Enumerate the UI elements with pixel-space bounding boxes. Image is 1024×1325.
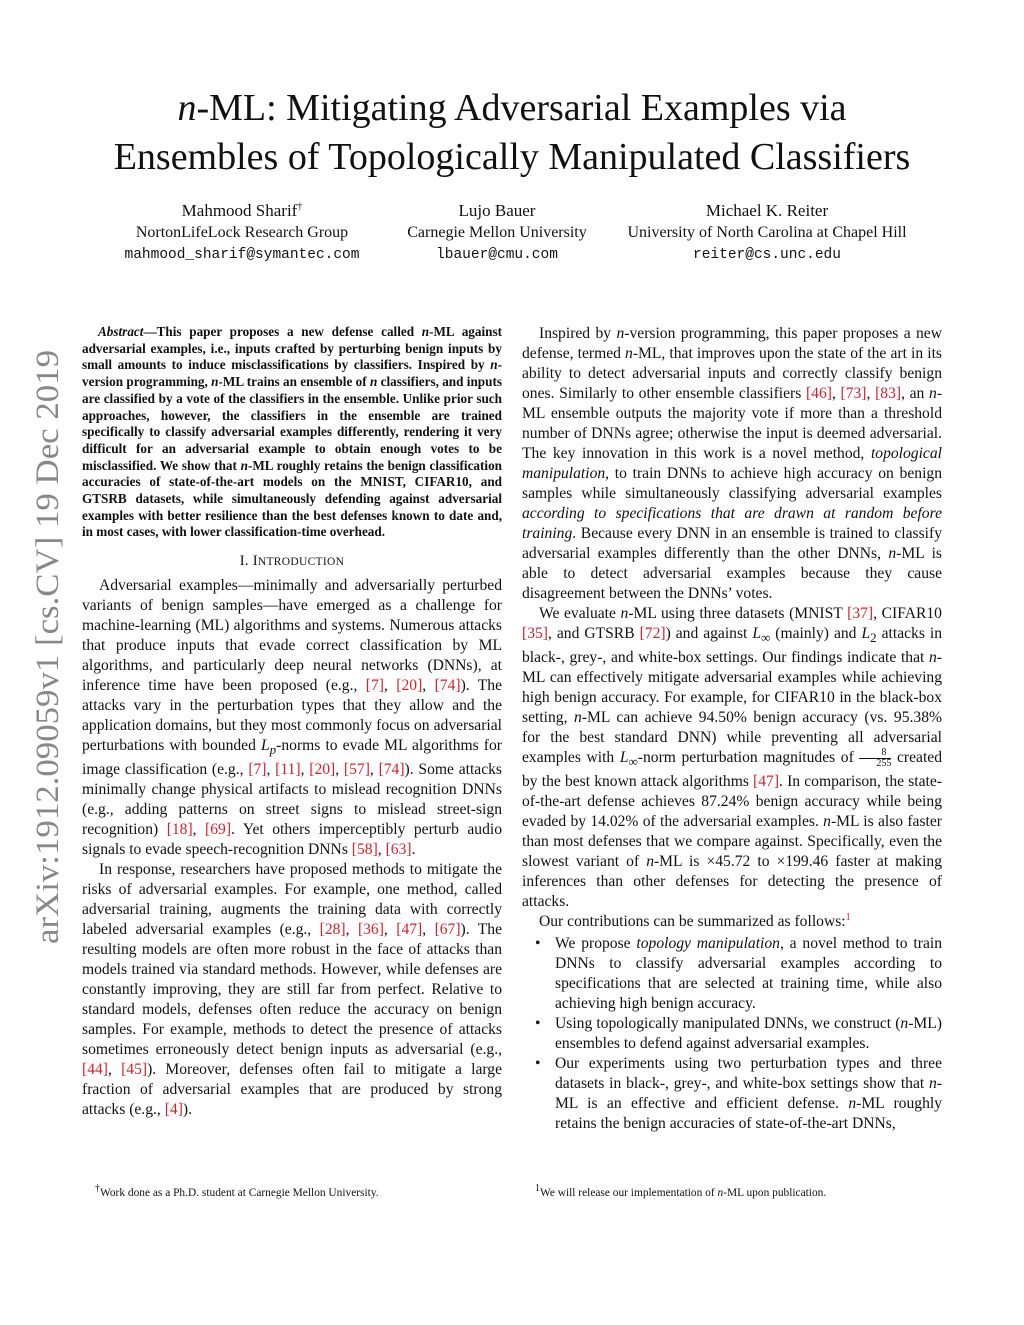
emphasis: topological manipulation (522, 445, 942, 482)
arxiv-stamp-svg (14, 350, 74, 944)
text: . Because every DNN in an ensemble is trained to classify adversarial examples differently than the other DNNs, (522, 525, 942, 562)
text: , (383, 677, 397, 695)
citation-link[interactable]: [36] (357, 921, 384, 939)
citation-link[interactable]: [4] (164, 1101, 183, 1119)
abstract-text: -ML roughly retains the benign classification accuracies of state-of-the-art models on the MNIST, CIFAR10, and GTSRB datasets, while simultaneously defending against adversarial examples with better resilience than the best defenses known to date and, in most cases, with lower classification-time overhead. (82, 457, 503, 540)
text: Our contributions can be summarized as follows: (539, 913, 846, 931)
math-sub: ∞ (628, 754, 638, 770)
text: , a novel method to train DNNs to classify adversarial examples according to specifications that are selected at training time, while also achieving high benign accuracy. (555, 935, 943, 1013)
text: ). Some attacks minimally change physical artifacts to mislead recognition DNNs (e.g., adding patterns on street signs to mislead street-sign recognition) (82, 761, 502, 839)
title-line-2: Ensembles of Topologically Manipulated Classifiers (113, 136, 911, 178)
text: , (422, 677, 435, 695)
citation-link[interactable]: [58] (351, 841, 378, 859)
text: , (335, 761, 344, 779)
text: , (107, 1061, 122, 1079)
math-n: n (848, 1095, 857, 1113)
math-n: n (369, 374, 378, 390)
math-n: n (929, 385, 937, 402)
author-email[interactable]: lbauer@cmu.com (436, 247, 558, 263)
citation-link[interactable]: [45] (121, 1061, 148, 1079)
math-sub: 2 (870, 630, 877, 646)
abstract (82, 324, 502, 541)
text: , and GTSRB (547, 625, 640, 642)
math-n: n (823, 813, 831, 831)
list-item (522, 1054, 942, 1134)
list-item (522, 934, 942, 1014)
author-affiliation: Carnegie Mellon University (407, 224, 587, 241)
text: We evaluate (539, 605, 621, 622)
citation-link[interactable]: [44] (82, 1061, 108, 1079)
citation-link[interactable]: [7] (365, 677, 384, 695)
abstract-text: -version programming, (82, 357, 502, 390)
citation-link[interactable]: [74] (434, 677, 461, 695)
text: , (192, 821, 206, 839)
author-name: Michael K. Reiter (705, 201, 829, 220)
math-sub: ∞ (761, 630, 771, 646)
text: ). The attacks vary in the perturbation types that they allow and the application domains, but they most commonly focus on adversarial perturbations with bounded (82, 677, 503, 755)
citation-link[interactable]: [20] (396, 677, 423, 695)
math-n: n (211, 374, 219, 390)
text: , to train DNNs to achieve high accuracy on benign samples while simultaneously classifying adversarial examples (522, 465, 942, 502)
math-n: n (646, 853, 654, 871)
text: , (866, 385, 876, 402)
right-paragraph-2 (522, 604, 942, 912)
citation-link[interactable]: [83] (875, 385, 902, 402)
math-n: n (625, 345, 633, 362)
text: , (383, 921, 397, 939)
citation-link[interactable]: [73] (840, 385, 867, 402)
text: attacks in black-, grey-, and white-box settings. Our findings indicate that (522, 625, 943, 667)
footnote-link[interactable]: 1 (845, 912, 851, 924)
math-n: n (929, 1075, 937, 1093)
footnote-right (535, 1183, 827, 1200)
text: , (377, 841, 386, 859)
text: -ML) ensembles to defend against adversarial examples. (555, 1015, 942, 1053)
math-L: L (619, 749, 629, 767)
footnote-text: -ML upon publication. (723, 1187, 827, 1199)
emphasis: topology manipulation (636, 935, 780, 953)
text: ). (182, 1101, 192, 1119)
text: Using topologically manipulated DNNs, we construct ( (555, 1015, 901, 1033)
math-L: L (752, 625, 762, 642)
citation-link[interactable]: [57] (343, 761, 370, 779)
text: ). The resulting models are often more robust in the face of attacks than models trained via standard methods. However, while defenses are constantly improving, they are still far from perfect. Relative to standard models, defenses often reduce the accuracy on benign samples. For example, methods to detect the presence of attacks sometimes erroneously detect benign inputs as adversarial (e.g., (82, 921, 503, 1059)
left-column (82, 324, 502, 1120)
abstract-text: —This paper proposes a new defense called (143, 324, 422, 339)
arxiv-stamp (14, 350, 74, 944)
text: , (300, 761, 310, 779)
text: , (369, 761, 379, 779)
abstract-text: -ML trains an ensemble of (218, 374, 370, 390)
section-title-rest: NTRODUCTION (257, 556, 345, 569)
intro-paragraph-1 (82, 576, 502, 860)
right-paragraph-1 (522, 324, 942, 604)
math-n: n (717, 1187, 724, 1199)
text: -ML ensemble outputs the majority vote if more than a threshold number of DNNs agree; otherwise the input is deemed adversarial. The key innovation in this work is a novel method, (522, 385, 943, 462)
citation-link[interactable]: [18] (166, 821, 193, 839)
intro-paragraph-2 (82, 860, 502, 1120)
text: -norms to evade ML algorithms for image classification (e.g., (82, 737, 502, 779)
list-item (522, 1014, 942, 1054)
author-email[interactable]: reiter@cs.unc.edu (693, 247, 841, 263)
footnote-mark: 1 (535, 1183, 540, 1195)
text: , (266, 761, 276, 779)
fraction-denominator: 255 (859, 758, 891, 769)
citation-link[interactable]: [28] (319, 921, 346, 939)
text: Inspired by (539, 325, 617, 342)
paper-title (40, 84, 984, 182)
math-L: L (861, 625, 871, 642)
citation-link[interactable]: [20] (309, 761, 336, 779)
citation-link[interactable]: [46] (805, 385, 832, 402)
text: -ML roughly retains the benign accuracies of state-of-the-art DNNs, (555, 1095, 942, 1133)
footnote-mark: † (95, 1183, 100, 1195)
citation-link[interactable]: [74] (378, 761, 405, 779)
text: ) and against (665, 625, 753, 642)
text: , (422, 921, 435, 939)
abstract-text: classifiers, and inputs are classified by a vote of the classifiers in the ensemble. Unlike prior such approaches, however, the classifiers in the ensemble are trained specifically to classify adversarial examples differently, rendering it very difficult for an adversarial example to obtain enough votes to be misclassified. We show that (82, 374, 502, 473)
citation-link[interactable]: [69] (205, 821, 232, 839)
arxiv-stamp-text: arXiv:1912.09059v1 [cs.CV] 19 Dec 2019 (30, 381, 66, 944)
text: . In comparison, the state-of-the-art defense achieves 87.24% benign accuracy while being evaded by 14.02% of the adversarial examples. (522, 773, 942, 831)
text: . Yet others imperceptibly perturb audio signals to evade speech-recognition DNNs (82, 821, 503, 859)
text: . (411, 841, 416, 859)
text: -version programming, this paper proposes a new defense, termed (522, 325, 942, 362)
citation-link[interactable]: [47] (396, 921, 423, 939)
math-n: n (900, 1015, 909, 1033)
fraction-numerator: 8 (881, 747, 887, 759)
right-column (522, 324, 942, 1134)
author-name: Lujo Bauer (458, 201, 536, 220)
text: ). Moreover, defenses often fail to mitigate a large fraction of adversarial examples that are produced by strong attacks (e.g., (82, 1061, 502, 1119)
citation-link[interactable]: [47] (753, 773, 780, 791)
title-line-1: -ML: Mitigating Adversarial Examples via (196, 87, 847, 129)
citation-link[interactable]: [37] (847, 605, 874, 622)
emphasis: according to specifications that are drawn at random before training (522, 505, 942, 542)
abstract-label: Abstract (98, 324, 144, 339)
author-affiliation: NortonLifeLock Research Group (135, 224, 349, 241)
author-affiliation: University of North Carolina at Chapel Hill (627, 224, 907, 241)
math-n: n (620, 605, 629, 622)
section-heading (82, 551, 502, 572)
section-title-first: I (252, 553, 258, 570)
text: , (831, 385, 841, 402)
author-3 (602, 200, 932, 266)
author-email[interactable]: mahmood_sharif@symantec.com (124, 247, 360, 263)
section-number: I. (239, 553, 253, 570)
text: Our experiments using two perturbation types and three datasets in black-, grey-, and white-box settings show that (555, 1055, 942, 1093)
author-name: Mahmood Sharif (181, 201, 298, 220)
text: Adversarial examples—minimally and adversarially perturbed variants of benign samples—have emerged as a challenge for machine-learning (ML) algorithms and systems. Numerous attacks that produce inputs that evade correct classification by ML algorithms, and particularly deep neural networks (DNNs), at inference time have been proposed (e.g., (82, 577, 502, 695)
math-n: n (490, 357, 498, 373)
text: created by the best known attack algorithms (522, 749, 942, 791)
text: -ML can achieve 94.50% benign accuracy (vs. 95.38% for the best standard DNN) while preventing all adversarial examples with (522, 709, 942, 767)
text: We propose (555, 935, 637, 953)
footnote-text: Work done as a Ph.D. student at Carnegie Mellon University. (100, 1187, 379, 1199)
footnote-text: We will release our implementation of (540, 1187, 718, 1199)
citation-link[interactable]: [7] (248, 761, 267, 779)
math-n: n (421, 324, 430, 339)
text: , (345, 921, 358, 939)
text: -ML is an effective and efficient defense. (555, 1075, 942, 1113)
text: -ML, that improves upon the state of the art in its ability to detect adversarial inputs and correctly classify benign ones. Similarly to other ensemble classifiers (522, 345, 942, 402)
text: -ML using three datasets (MNIST (628, 605, 848, 622)
text: In response, researchers have proposed methods to mitigate the risks of adversarial examples. For example, one method, called adversarial training, augments the training data with correctly labeled adversarial examples (e.g., (82, 861, 502, 939)
text: , CIFAR10 (873, 605, 942, 622)
right-paragraph-3 (522, 912, 942, 932)
citation-link[interactable]: [35] (522, 625, 548, 642)
author-mark: † (297, 201, 303, 213)
citation-link[interactable]: [72] (639, 625, 666, 642)
math-n: n (574, 709, 582, 727)
text: -norm perturbation magnitudes of (637, 749, 860, 767)
contribution-list (522, 934, 942, 1134)
citation-link[interactable]: [67] (434, 921, 461, 939)
text: -ML is ×45.72 to ×199.46 faster at making inferences than other defenses for detecting the presence of attacks. (522, 853, 942, 911)
math-n: n (240, 457, 248, 473)
math-n: n (616, 325, 625, 342)
text: (mainly) and (770, 625, 862, 642)
text: -ML is able to detect adversarial examples because they cause disagreement between the DNNs’ votes. (522, 545, 942, 602)
footnote-left (95, 1183, 379, 1200)
text: -ML can effectively mitigate adversarial examples while achieving high benign accuracy. For example, for CIFAR10 in the black-box setting, (522, 649, 942, 727)
text: , an (901, 385, 930, 402)
fraction (859, 748, 891, 769)
math-n: n (888, 545, 897, 562)
math-sub: p (269, 742, 277, 758)
math-L: L (260, 737, 270, 755)
citation-link[interactable]: [11] (275, 761, 301, 779)
citation-link[interactable]: [63] (385, 841, 412, 859)
math-n: n (929, 649, 937, 667)
title-math-n: n (177, 87, 197, 129)
abstract-text: -ML against adversarial examples, i.e., inputs crafted by perturbing benign inputs by small amounts to induce misclassifications by classifiers. Inspired by (82, 324, 502, 373)
text: -ML is also faster than most defenses that we compare against. Specifically, even the slowest variant of (522, 813, 942, 871)
